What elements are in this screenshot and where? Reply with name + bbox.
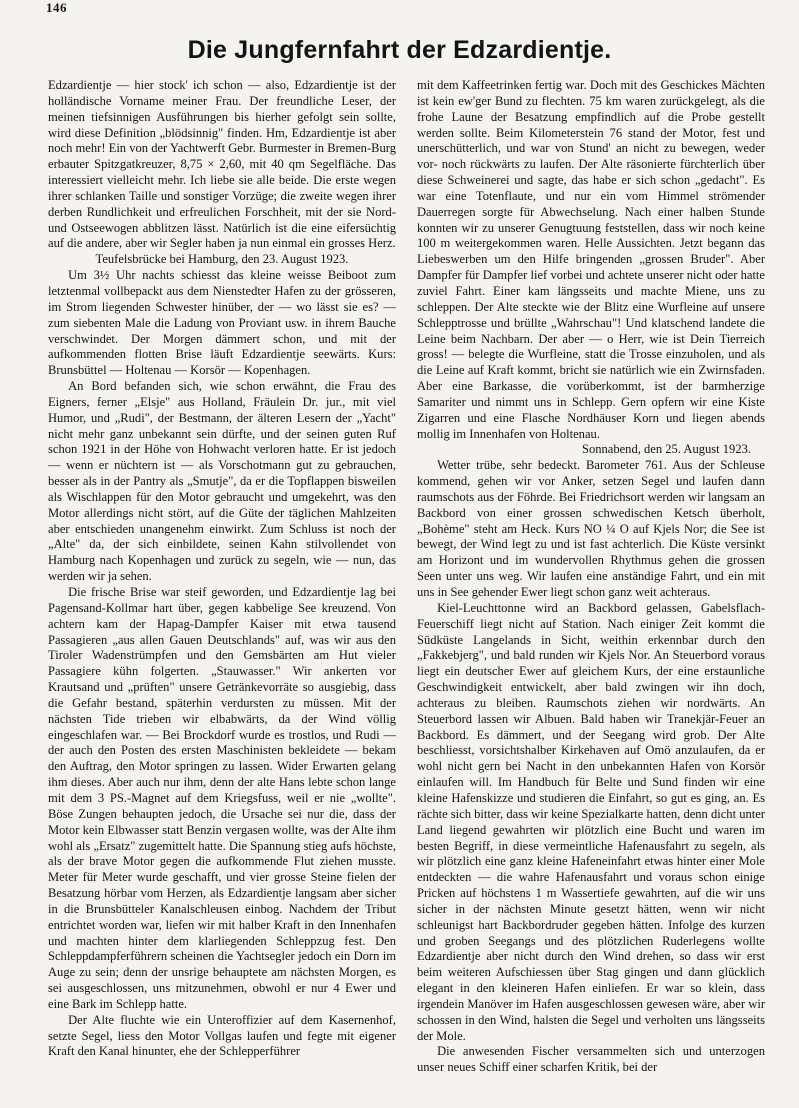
paragraph: Kiel-Leuchttonne wird an Backbord gelassen, Gabelsflach-Feuerschiff liegt nicht auf Station. Nach einiger Zeit kommt die Südküste Langelands in Sicht, weithin erkennbar durch den „Fakkebjerg", und bald runden wir Kjels Nor. An Steuerbord voraus liegt ein deutscher Ewer auf gleichem Kurs, der eine erstaunliche Geschwindigkeit entwickelt, aber bald zwingen wir ihn doch, achteraus zu bleiben. Raumschots ziehen wir nordwärts. An Steuerbord lassen wir Albuen. Bald haben wir Tranekjär-Feuer an Backbord. Es dämmert, und der Seegang wird grob. Der Alte beschliesst, vorsichtshalber Kirkehaven auf Omö anzulaufen, da er wohl nicht gern bei Nacht in den unbekannten Hafen von Korsör einlaufen will. Im Handbuch für Belte und Sund finden wir eine kleine Hafenskizze und studieren die Einfahrt, so gut es ging, an. Es rächte sich bitter, dass wir keine Spezialkarte hatten, denn dicht unter Land liegend gewahrten wir plötzlich eine Bucht und waren im besten Begriff, in diese vermeintliche Hafenausfahrt zu segeln, als wir plötzlich eine ganz kleine Hafeneinfahrt etwas hinter einer Mole entdeckten — die wahre Hafenausfahrt und voraus schon einige Pricken auf höchstens 1 m Wassertiefe gewahrten, auf die wir uns sicher in der nächsten Minute gesetzt hätten, wenn wir nicht schleunigst hart Backbordruder gegeben hätten. Infolge des kurzen und groben Seegangs und des plötzlichen Ruderlegens wollte Edzardientje aber nicht durch den Wind drehen, so dass wir erst beim weiteren Aufschiessen über Stag gingen und dann glücklich elegant in den kleineren Hafen einliefen. Er war so klein, dass irgendein Manöver im Hafen ausgeschlossen gewesen wäre, aber wir schossen in den Wind, halsten die Segel und verholten uns längsseits der Mole. [417,600,765,1043]
right-column [417,78,765,1076]
paragraph: Der Alte fluchte wie ein Unteroffizier auf dem Kasernenhof, setzte Segel, liess den Motor Vollgas laufen und fegte mit eigener Kraft den Kanal hinunter, ehe der Schlepperführer [48,1012,396,1059]
paragraph: Um 3½ Uhr nachts schiesst das kleine weisse Beiboot zum letztenmal vollbepackt aus dem Nienstedter Hafen zu der grösseren, im Strom liegenden Schwester hinüber, der — wo lässt sie es? — zum siebenten Male die Ladung von Proviant usw. in ihrem Bauche verschwindet. Der Morgen dämmert schon, und mit der aufkommenden flotten Brise läuft Edzardientje seewärts. Kurs: Brunsbüttel — Holtenau — Korsör — Kopenhagen. [48,268,396,378]
left-column [48,78,396,1060]
paragraph: Die frische Brise war steif geworden, und Edzardientje lag bei Pagensand-Kollmar hart über, gegen kabbelige See kreuzend. Von achtern kam der Hapag-Dampfer Kaiser mit etwa tausend Passagieren „aus allen Gauen Deutschlands" auf, was wir aus den Tiroler Wadenstrümpfen und den Gemsbärten am Hut vieler Passagiere kühn folgerten. „Stauwasser." Wir ankerten vor Krautsand und „prüften" unsere Getränkevorräte so ausgiebig, dass die Gefahr bestand, späterhin verdursten zu müssen. Mit der nächsten Tide trieben wir elbabwärts, da der Wind völlig eingeschlafen war. — Bei Brockdorf wurde es trostlos, und Rudi — der auch den Posten des ersten Maschinisten bekleidete — bekam den Auftrag, den Motor springen zu lassen. Wider Erwarten gelang ihm dieses. Aber auch nur ihm, denn der alte Hans lebte schon lange mit dem 3 PS.-Magnet auf dem Kriegsfuss, weil er nie „wollte". Böse Zungen behaupten jedoch, die Ursache sei nur die, dass der Motor kein Elbwasser statt Benzin vergasen wollte, was der Alte ihm wohl als „Ersatz" zugemittelt hatte. Die Spannung stieg aufs höchste, als der brave Motor gegen die aufkommende Flut ziehen musste. Meter für Meter wurde geschafft, und vier grosse Steine fielen der Besatzung hörbar vom Herzen, als Edzardientje langsam aber sicher in die Brunsbütteler Kanalschleusen einbog. Nachdem der Tribut entrichtet worden war, liefen wir mit halber Kraft in den Innenhafen und machten hinter dem klarliegenden Schleppzug fest. Den Schleppdampferführern scheinen die Yachtsegler jedoch ein Dorn im Auge zu sein; denn der unsrige behauptete am nächsten Morgen, es sei ausgeschlossen, uns mitzunehmen, obwohl er nur 4 Ewer und eine Bark im Schlepp hatte. [48,585,396,1011]
dateline: Sonnabend, den 25. August 1923. [581,442,751,457]
paragraph: mit dem Kaffeetrinken fertig war. Doch mit des Geschickes Mächten ist kein ew'ger Bund zu flechten. 75 km waren zurückgelegt, als die frohe Laune der Besatzung empfindlich auf die Probe gestellt werden sollte. Beim Kilometerstein 76 stand der Motor, fest und unerschütterlich, und war von Stund' an nicht zu bewegen, weder vor- noch rückwärts zu laufen. Der Alte räsonierte fürchterlich über diese Schweinerei und sagte, das habe er sich schon „gedacht". Es war eine Totenflaute, und nur ein vom Himmel strömender Dauerregen sorgte für Abwechselung. Nach einer halben Stunde konnten wir zu unserer Genugtuung feststellen, dass wir noch keine 100 m weitergekommen waren. Helle Aussichten. Jetzt begann das Liebeswerben um den Hilfe bringenden „grossen Bruder". Aber Dampfer für Dampfer lief vorbei und achtete unserer nicht oder hatte zuviel Fahrt. Einer kam längsseits und machte Miene, uns zu schleppen. Der Alte steckte wie der Blitz eine Wurfleine auf unsere Schlepptrosse und brüllte „Wahrschau"! Und klatschend landete die Leine beim Nachbarn. Der aber — o Herr, wie ist Dein Tierreich gross! — belegte die Wurfleine, statt die Trosse einzuholen, und als die Leine auf Kraft kommt, bricht sie natürlich wie ein Zwirnsfaden. Aber eine Barkasse, die vorüberkommt, ist der barmherzige Samariter und nimmt uns in Schlepp. Gern opfern wir eine Kiste Zigarren und eine Flasche Nordhäuser Korn und liegen abends mollig im Innenhafen von Holtenau. [417,78,765,441]
paragraph: Wetter trübe, sehr bedeckt. Barometer 761. Aus der Schleuse kommend, gehen wir vor Anker, setzen Segel und laufen dann raumschots aus der Föhrde. Bei Friedrichsort werden wir langsam an Backbord von einer grossen schwedischen Ketsch überholt, „Bohème" steht am Heck. Kurs NO ¼ O auf Kjels Nor; die See ist bewegt, der Wind legt zu und ist fast achterlich. Die Küste versinkt am Horizont und im wundervollen Rhythmus gehen die grossen Seen unter uns weg. Wir laufen eine anständige Fahrt, und ein mit uns in See gehender Ewer liegt schon ganz weit achteraus. [417,458,765,599]
page-number: 146 [46,0,67,15]
paragraph: Die anwesenden Fischer versammelten sich und unterzogen unser neues Schiff einer scharfen Kritik, bei der [417,1044,765,1075]
paragraph: Edzardientje — hier stock' ich schon — also, Edzardientje ist der holländische Vorname meiner Frau. Der freundliche Leser, der meinen tiefsinnigen Ausführungen bis hierher gefolgt sein sollte, wird diese Definition „blödsinnig" finden. Hm, Edzardientje ist aber noch mehr! Ein von der Yachtwerft Gebr. Burmester in Bremen-Burg erbauter Spitzgatkreuzer, 8,75 × 2,60, mit 40 qm Segelfläche. Das interessiert vielleicht mehr. Ich liebe sie alle beide. Die erste wegen ihrer schlanken Taille und sonstiger Vorzüge; die zweite wegen ihrer derben Rundlichkeit und erfreulichen Forschheit, mit der sie Nord- und Ostseewogen abblitzen lässt. Natürlich ist die eine eifersüchtig auf die andere, aber wir Segler haben ja nun einmal ein grosses Herz. [48,78,396,251]
dateline: Teufelsbrücke bei Hamburg, den 23. August 1923. [95,252,349,267]
paragraph: An Bord befanden sich, wie schon erwähnt, die Frau des Eigners, ferner „Elsje" aus Holland, Fräulein Dr. jur., mit viel Humor, und „Rudi", der Bestmann, der älteren Lesern der „Yacht" nicht mehr ganz unbekannt sein dürfte, und der seinen guten Ruf schon 1921 in der Höhe von Hohwacht verloren hatte. Er ist jedoch — wenn er nüchtern ist — als Vorschotmann gut zu gebrauchen, besser als in der Pantry als „Smutje", da er die Topflappen bisweilen als Wischlappen für den Motor gebraucht und umgekehrt, was den Motor allerdings nicht stört, auf die Güte der täglichen Mahlzeiten aber entschieden unangenehm einwirkt. Zum Schluss ist noch der „Alte" da, der sich einbildete, seinen Kahn stilvollendet von Hamburg nach Kopenhagen und zurück zu segeln, wie — nun, das werden wir ja sehen. [48,379,396,584]
article-title: Die Jungfernfahrt der Edzardientje. [187,36,612,64]
